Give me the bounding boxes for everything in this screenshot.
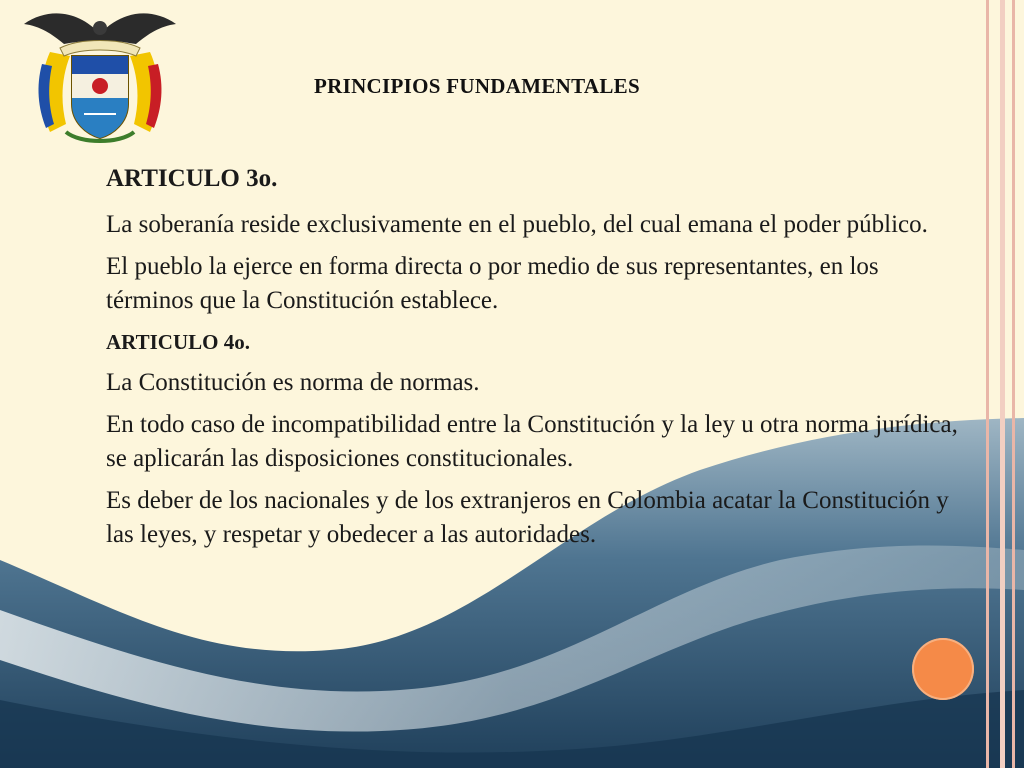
right-border-stripes: [976, 0, 1024, 768]
slide-content: [106, 164, 966, 560]
article-3: [106, 164, 966, 318]
article-3-heading: ARTICULO 3o.: [106, 165, 278, 192]
orange-circle-decoration: [912, 638, 974, 700]
article-3-paragraph-2: El pueblo la ejerce en forma directa o por medio de sus representantes, en los términos que la Constitución establece.: [106, 253, 879, 314]
slide-title: PRINCIPIOS FUNDAMENTALES: [314, 74, 640, 98]
article-4-paragraph-2: En todo caso de incompatibilidad entre la Constitución y la ley u otra norma jurídica, se aplicarán las disposiciones constitucionales.: [106, 411, 958, 472]
article-4-paragraph-1: La Constitución es norma de normas.: [106, 369, 480, 396]
article-4-heading: ARTICULO 4o.: [106, 330, 250, 354]
article-4-paragraph-3: Es deber de los nacionales y de los extranjeros en Colombia acatar la Constitución y las leyes, y respetar y obedecer a las autoridades.: [106, 487, 949, 548]
coat-of-arms-icon: [20, 4, 180, 154]
article-3-paragraph-1: La soberanía reside exclusivamente en el pueblo, del cual emana el poder público.: [106, 211, 928, 238]
article-4: [106, 328, 966, 552]
